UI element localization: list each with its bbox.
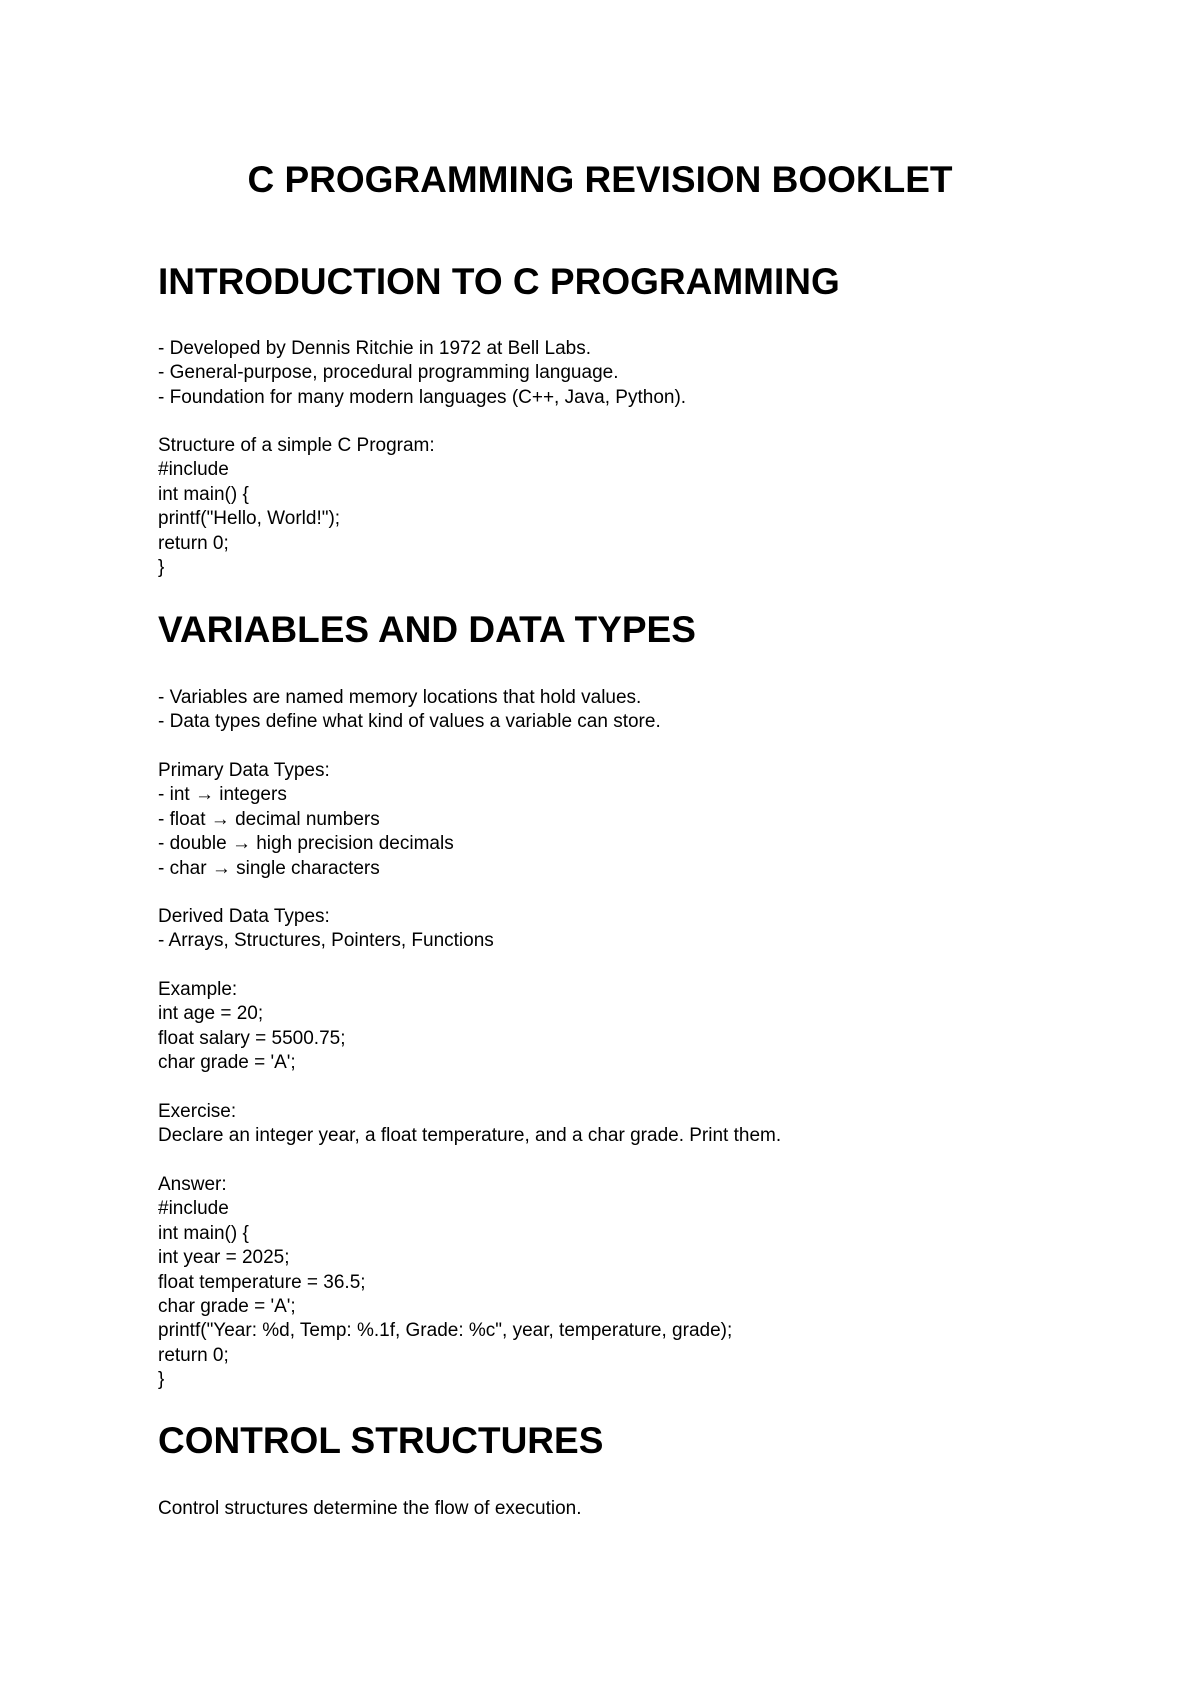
structure-label: Structure of a simple C Program: <box>158 435 435 456</box>
example-label: Example: <box>158 979 238 1000</box>
primary-type-item: - float → decimal numbers <box>158 808 380 830</box>
answer-label: Answer: <box>158 1174 227 1195</box>
code-line: float temperature = 36.5; <box>158 1271 366 1293</box>
code-line: char grade = 'A'; <box>158 1052 296 1074</box>
code-line: int main() { <box>158 1222 249 1244</box>
code-line: char grade = 'A'; <box>158 1295 296 1317</box>
intro-bullet-list <box>158 337 686 410</box>
code-line: return 0; <box>158 1344 229 1366</box>
code-line: } <box>158 1369 165 1391</box>
primary-types-list <box>158 759 454 881</box>
section-heading-introduction: INTRODUCTION TO C PROGRAMMING <box>158 261 840 302</box>
exercise-text: Declare an integer year, a float temperature, and a char grade. Print them. <box>158 1125 782 1147</box>
exercise-label: Exercise: <box>158 1101 237 1122</box>
code-line: printf("Hello, World!"); <box>158 508 341 530</box>
intro-code-example <box>158 434 435 580</box>
code-line: } <box>158 556 165 578</box>
intro-bullet: - Developed by Dennis Ritchie in 1972 at Bell Labs. <box>158 338 592 359</box>
variables-bullet: - Data types define what kind of values a variable can store. <box>158 711 661 733</box>
code-line: return 0; <box>158 532 229 554</box>
derived-type-item: - Arrays, Structures, Pointers, Functions <box>158 930 494 952</box>
code-line: int main() { <box>158 483 249 505</box>
intro-bullet: - General-purpose, procedural programming language. <box>158 362 619 384</box>
code-line: int age = 20; <box>158 1003 264 1025</box>
primary-types-label: Primary Data Types: <box>158 760 330 781</box>
control-intro-text: Control structures determine the flow of execution. <box>158 1498 582 1519</box>
derived-types-list <box>158 905 494 954</box>
primary-type-item: - double → high precision decimals <box>158 833 454 855</box>
code-line: #include <box>158 1198 229 1220</box>
answer-code-block <box>158 1173 732 1393</box>
variables-bullet: - Variables are named memory locations that hold values. <box>158 687 642 708</box>
control-intro <box>158 1497 581 1521</box>
exercise-block <box>158 1100 781 1149</box>
variables-bullet-list <box>158 686 661 735</box>
derived-types-label: Derived Data Types: <box>158 906 330 927</box>
section-heading-control-structures: CONTROL STRUCTURES <box>158 1420 604 1461</box>
code-line: printf("Year: %d, Temp: %.1f, Grade: %c", year, temperature, grade); <box>158 1320 733 1342</box>
primary-type-item: - char → single characters <box>158 857 380 879</box>
section-heading-variables: VARIABLES AND DATA TYPES <box>158 609 696 650</box>
primary-type-item: - int → integers <box>158 784 287 806</box>
intro-bullet: - Foundation for many modern languages (C++, Java, Python). <box>158 386 687 408</box>
example-code-block <box>158 978 346 1076</box>
code-line: float salary = 5500.75; <box>158 1027 346 1049</box>
code-line: int year = 2025; <box>158 1247 290 1269</box>
code-line: #include <box>158 459 229 481</box>
document-title: C PROGRAMMING REVISION BOOKLET <box>247 159 953 200</box>
